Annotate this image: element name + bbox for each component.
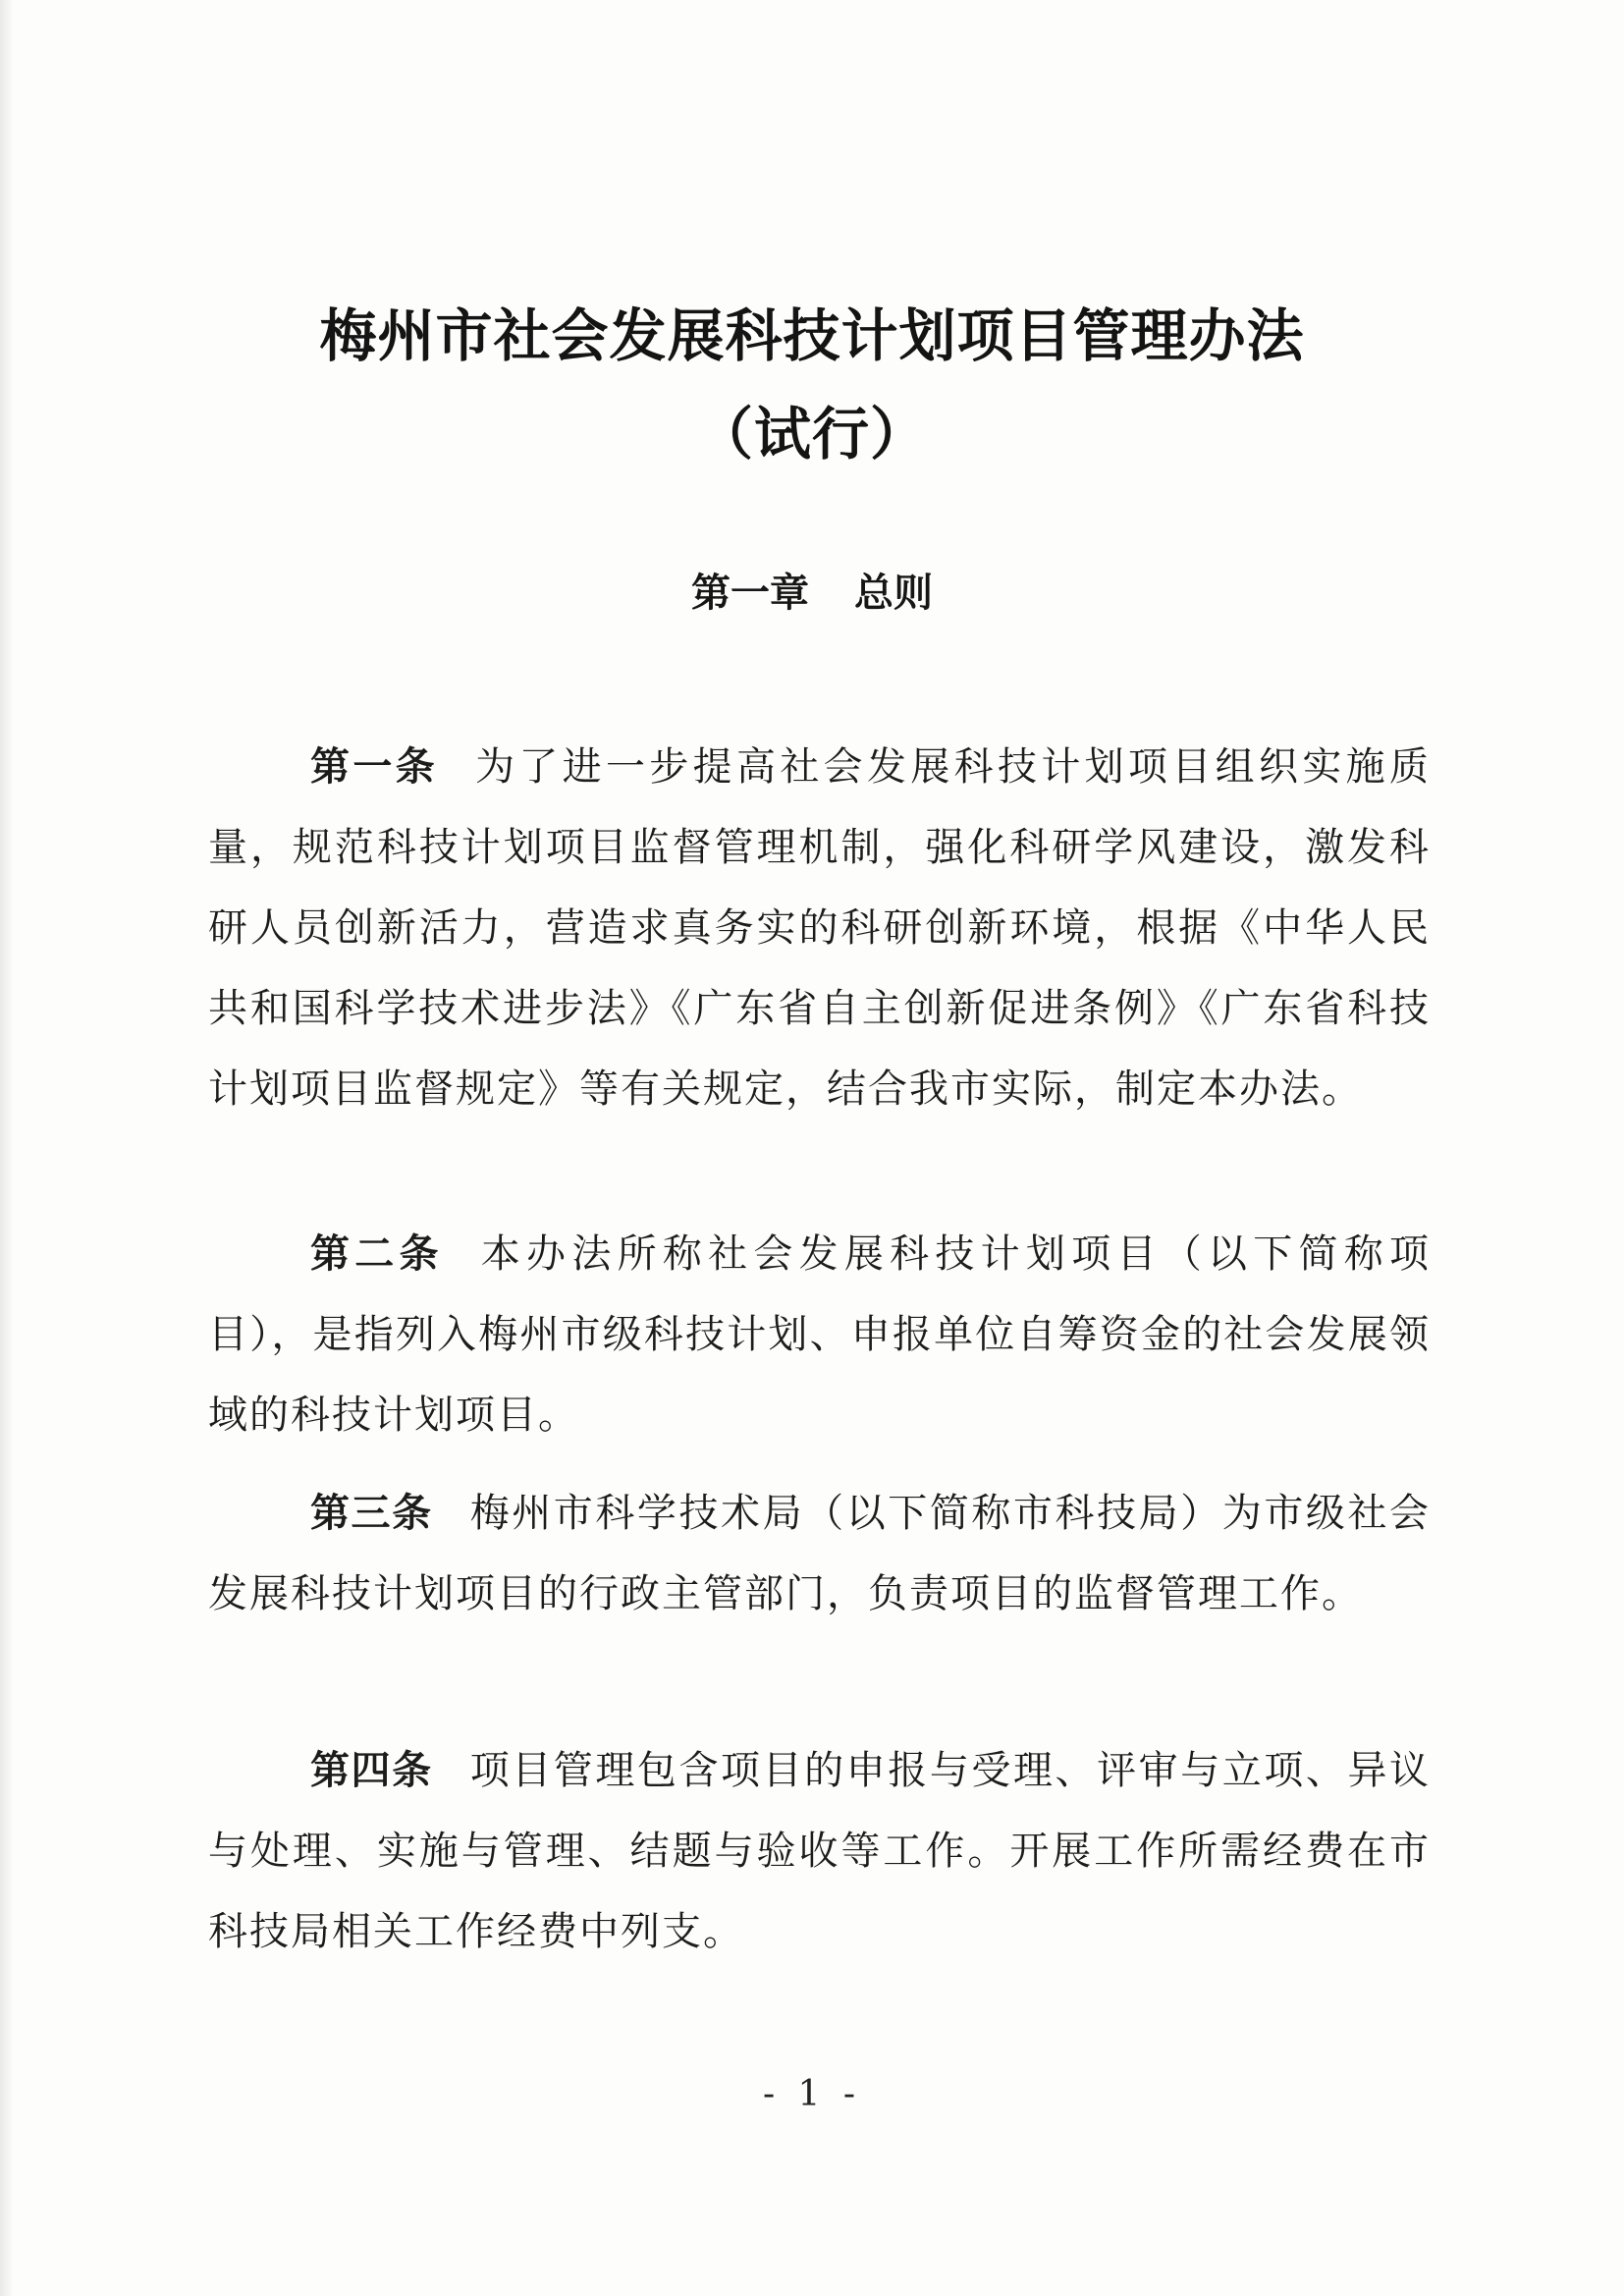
article-4-heading: 第四条 <box>310 1748 433 1793</box>
chapter-heading <box>0 562 1624 618</box>
article-2 <box>208 1214 1431 1455</box>
article-4-text: 项目管理包含项目的申报与受理、评审与立项、异议与处理、实施与管理、结题与验收等工作。开展工作所需经费在市科技局相关工作经费中列支。 <box>208 1748 1432 1954</box>
article-1-text: 为了进一步提高社会发展科技计划项目组织实施质量，规范科技计划项目监督管理机制，强化科研学风建设，激发科研人员创新活力，营造求真务实的科研创新环境，根据《中华人民共和国科学技术进步法》《广东省自主创新促进条例》《广东省科技计划项目监督规定》等有关规定，结合我市实际，制定本办法。 <box>208 744 1431 1112</box>
article-1 <box>208 727 1431 1129</box>
article-2-text: 本办法所称社会发展科技计划项目（以下简称项目），是指列入梅州市级科技计划、申报单位自筹资金的社会发展领域的科技计划项目。 <box>208 1231 1432 1438</box>
chapter-number: 第一章 <box>691 571 809 616</box>
article-3 <box>208 1473 1431 1634</box>
article-1-heading: 第一条 <box>310 744 438 790</box>
article-4 <box>208 1730 1431 1972</box>
document-title: 梅州市社会发展科技计划项目管理办法 <box>319 302 1305 369</box>
chapter-name: 总则 <box>854 571 933 616</box>
article-3-heading: 第三条 <box>310 1491 433 1536</box>
article-2-heading: 第二条 <box>310 1231 444 1277</box>
document-subtitle: （试行） <box>695 401 928 467</box>
page-number: - 1 - <box>762 2074 862 2114</box>
article-3-text: 梅州市科学技术局（以下简称市科技局）为市级社会发展科技计划项目的行政主管部门，负责项目的监督管理工作。 <box>208 1491 1432 1616</box>
